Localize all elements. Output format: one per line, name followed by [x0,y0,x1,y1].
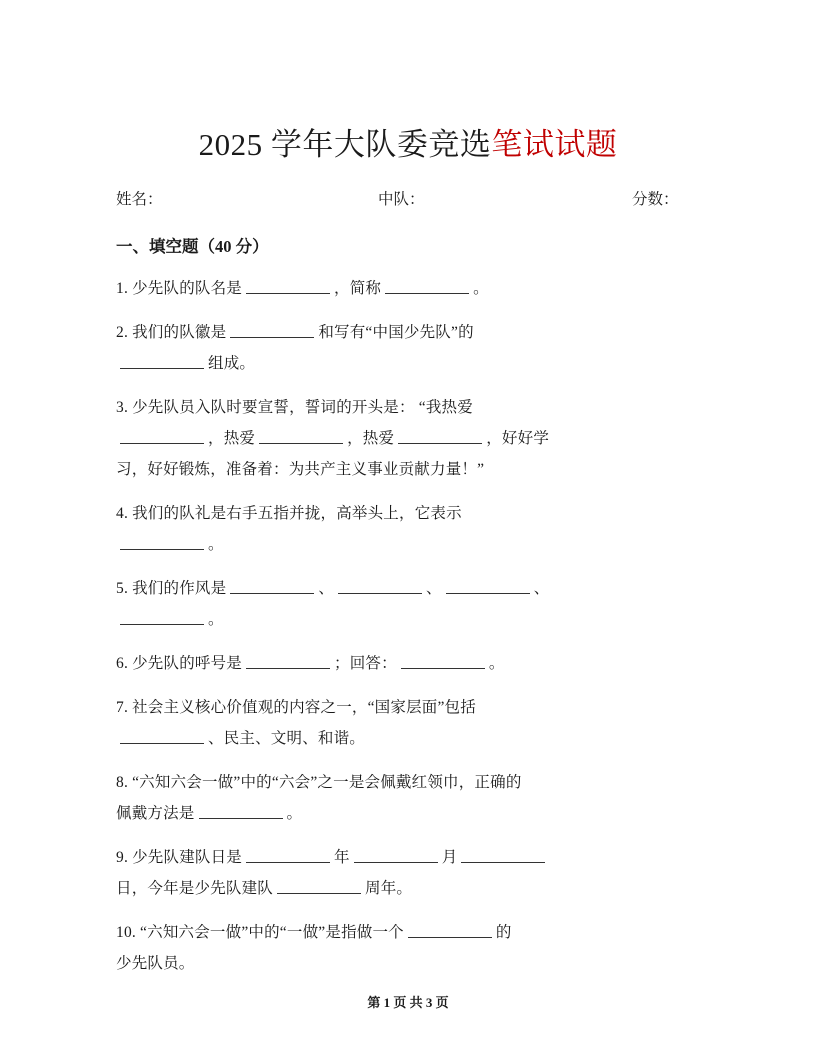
question-line [116,348,700,379]
question-text: 10. “六知六会一做”中的“一做”是指做一个 [116,923,404,941]
question-item [116,767,700,829]
question-text: 2. 我们的队徽是 [116,323,227,341]
question-item [116,498,700,560]
question-item [116,573,700,635]
question-line [116,454,700,485]
answer-blank[interactable] [120,353,204,369]
student-info-row [116,187,700,213]
question-line [116,423,700,454]
answer-blank[interactable] [398,428,482,444]
question-item [116,917,700,979]
question-text: 。 [208,535,224,553]
question-text: 9. 少先队建队日是 [116,848,243,866]
question-text: ，热爱 [208,429,256,447]
question-line [116,573,700,604]
answer-blank[interactable] [246,653,330,669]
question-text: 的 [495,923,512,941]
question-line [116,917,700,948]
question-line [116,529,700,560]
question-text: 6. 少先队的呼号是 [116,654,243,672]
question-text: ，好好学 [486,429,550,447]
question-text: 月 [441,848,458,866]
question-line [116,842,700,873]
question-text: 周年。 [365,879,413,897]
answer-blank[interactable] [259,428,343,444]
question-line [116,767,700,798]
question-text: 日，今年是少先队建队 [116,879,274,897]
answer-blank[interactable] [338,578,422,594]
question-text: 、民主、文明、和谐。 [208,729,366,747]
question-text: ，热爱 [347,429,395,447]
question-text: 。 [208,610,224,628]
question-text: 习，好好锻炼，准备着：为共产主义事业贡献力量！” [116,460,485,478]
answer-blank[interactable] [385,278,469,294]
page-title-red-part: 笔试试题 [491,127,618,162]
answer-blank[interactable] [199,803,283,819]
name-label: 姓名： [116,190,163,208]
answer-blank[interactable] [230,322,314,338]
question-line [116,798,700,829]
answer-blank[interactable] [446,578,530,594]
question-line [116,648,700,679]
section-heading-fill-in-blanks: 一、填空题（40 分） [116,236,269,256]
question-text: 1. 少先队的队名是 [116,279,243,297]
question-text: 、 [318,579,335,597]
class-label: 中队： [378,190,425,208]
question-list [116,273,700,979]
answer-blank[interactable] [354,847,438,863]
question-text: 、 [533,579,550,597]
page-footer: 第 1 页 共 3 页 [367,995,449,1010]
question-item [116,842,700,904]
question-text: 。 [473,279,489,297]
question-text: 少先队员。 [116,954,195,972]
question-line [116,392,700,423]
question-line [116,873,700,904]
question-line [116,604,700,635]
answer-blank[interactable] [120,728,204,744]
answer-blank[interactable] [246,278,330,294]
answer-blank[interactable] [401,653,485,669]
question-text: 组成。 [208,354,256,372]
question-item [116,273,700,304]
answer-blank[interactable] [246,847,330,863]
question-text: 和写有“中国少先队”的 [318,323,474,341]
page-content [116,0,700,979]
question-item [116,648,700,679]
question-line [116,692,700,723]
question-item [116,692,700,754]
answer-blank[interactable] [277,878,361,894]
question-text: 8. “六知六会一做”中的“六会”之一是会佩戴红领巾，正确的 [116,773,522,791]
question-text: 7. 社会主义核心价值观的内容之一，“国家层面”包括 [116,698,476,716]
page-title [116,0,700,165]
question-text: 、 [426,579,442,597]
question-text: 。 [286,804,303,822]
question-line [116,948,700,979]
question-line [116,498,700,529]
answer-blank[interactable] [461,847,545,863]
question-line [116,273,700,304]
question-text: 3. 少先队员入队时要宣誓，誓词的开头是： “我热爱 [116,398,473,416]
question-text: 。 [488,654,505,672]
question-text: 5. 我们的作风是 [116,579,227,597]
answer-blank[interactable] [408,922,492,938]
question-text: 4. 我们的队礼是右手五指并拢，高举头上，它表示 [116,504,462,522]
question-item [116,392,700,485]
question-text: 年 [334,848,350,866]
question-text: ，简称 [334,279,382,297]
answer-blank[interactable] [120,609,204,625]
question-text: 佩戴方法是 [116,804,195,822]
question-text: ；回答： [334,654,397,672]
question-item [116,317,700,379]
answer-blank[interactable] [120,428,204,444]
page-title-black-part: 2025 学年大队委竞选 [198,127,492,162]
score-label: 分数： [632,190,679,208]
question-line [116,317,700,348]
question-line [116,723,700,754]
answer-blank[interactable] [230,578,314,594]
answer-blank[interactable] [120,534,204,550]
